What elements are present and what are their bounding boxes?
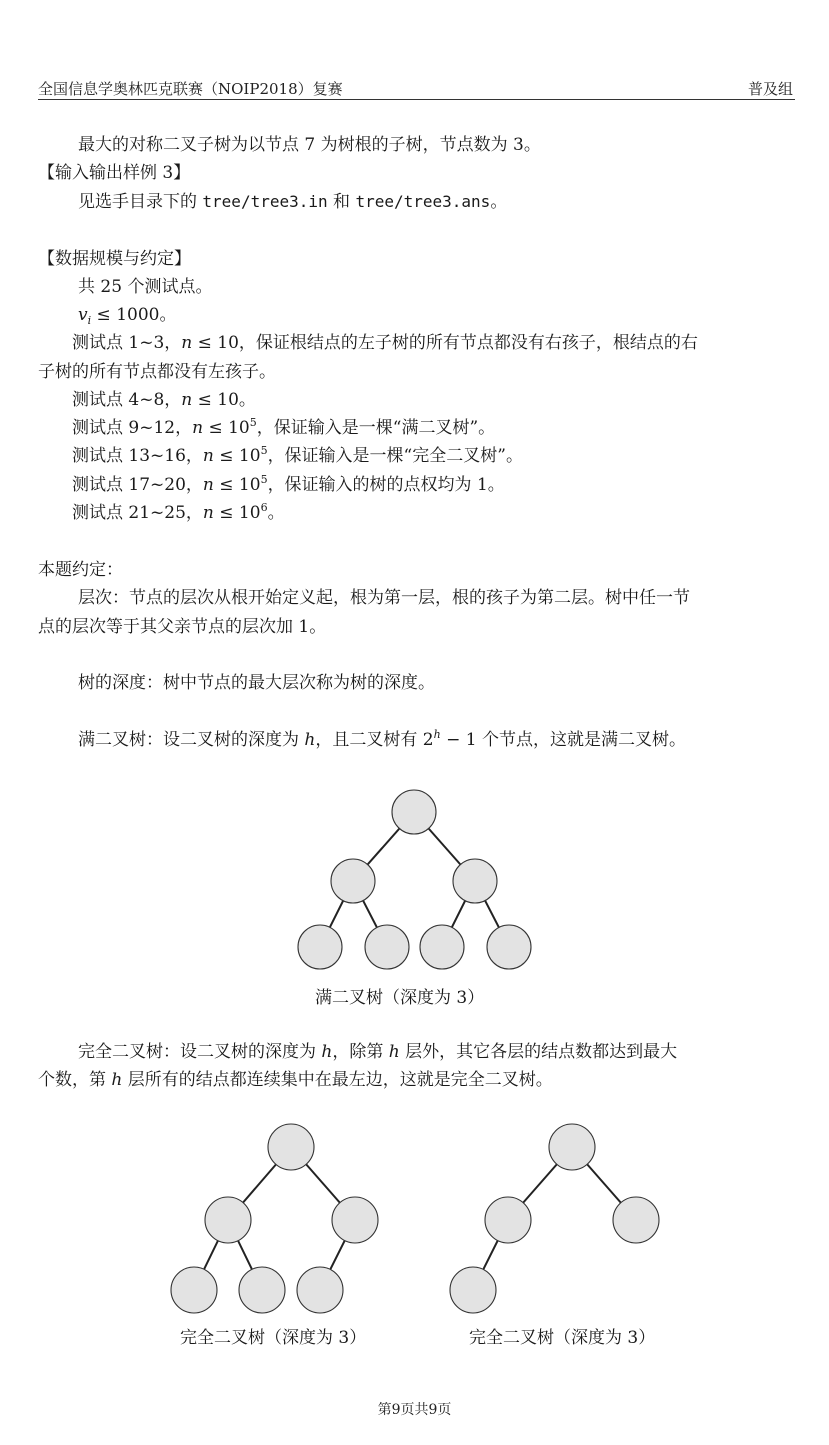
complete-tree-def-c: 层外，其它各层的结点数都达到最大: [399, 1042, 678, 1062]
level-definition: 层次：节点的层次从根开始定义起，根为第一层，根的孩子为第二层。树中任一节: [78, 588, 690, 608]
var-n: n: [181, 390, 193, 410]
testcase-4-8-desc: ≤ 10。: [192, 390, 256, 410]
exponent: 6: [260, 501, 268, 514]
complete-tree-definition: [78, 1041, 677, 1063]
sample3-prefix: 见选手目录下的: [78, 192, 197, 212]
testcase-9-12-bound: ≤ 10: [203, 418, 250, 438]
sample3-and: 和: [333, 192, 351, 212]
page-number: 第9页共9页: [377, 1402, 452, 1418]
testcase-count: 共 25 个测试点。: [78, 277, 213, 297]
testcase-13-16-desc: ，保证输入是一棵“完全二叉树”。: [267, 446, 523, 466]
complete-tree-def-e: 层所有的结点都连续集中在最左边，这就是完全二叉树。: [122, 1070, 553, 1090]
conventions-heading: 本题约定：: [38, 560, 123, 580]
value-bound: ≤ 1000。: [91, 305, 177, 325]
level-definition-cont: 点的层次等于其父亲节点的层次加 1。: [38, 617, 327, 637]
tree-node: [205, 1197, 251, 1243]
var-h: h: [388, 1042, 400, 1062]
complete-tree-definition-cont: [38, 1069, 553, 1091]
full-tree-def-b: ，且二叉树有 2: [315, 730, 434, 750]
var-i: i: [87, 314, 92, 327]
exponent-h: h: [433, 728, 441, 741]
complete-tree-def-b: ，除第: [332, 1042, 389, 1062]
testcase-4-8-range: 测试点 4~8，: [72, 390, 182, 410]
testcase-1-3-cont: 子树的所有节点都没有左孩子。: [38, 362, 276, 382]
var-h: h: [111, 1070, 123, 1090]
testcase-21-25-bound: ≤ 10: [213, 503, 261, 523]
tree-node: [171, 1267, 217, 1313]
tree-node: [332, 1197, 378, 1243]
testcase-1-3-desc: ≤ 10，保证根结点的左子树的所有节点都没有右孩子，根结点的右: [192, 333, 698, 353]
testcase-21-25-range: 测试点 21~25，: [72, 503, 203, 523]
testcase-13-16-bound: ≤ 10: [213, 446, 261, 466]
tree-node: [485, 1197, 531, 1243]
sample3-answer-file: tree/tree3.ans: [355, 192, 491, 211]
exponent: 5: [249, 416, 257, 429]
tree-node: [420, 925, 464, 969]
sample3-input-file: tree/tree3.in: [202, 192, 328, 211]
tree-node: [392, 790, 436, 834]
testcase-13-16-range: 测试点 13~16，: [72, 446, 203, 466]
tree-node: [549, 1124, 595, 1170]
var-n: n: [181, 333, 193, 353]
full-tree-caption: 满二叉树（深度为 3）: [315, 988, 485, 1008]
testcase-17-20-bound: ≤ 10: [213, 475, 261, 495]
tree-node: [613, 1197, 659, 1243]
tree-node: [298, 925, 342, 969]
full-tree-def-c: − 1 个节点，这就是满二叉树。: [440, 730, 686, 750]
header-title: 全国信息学奥林匹克联赛（NOIP2018）复赛: [38, 80, 343, 98]
var-h: h: [321, 1042, 333, 1062]
tree-node: [331, 859, 375, 903]
tree-node: [239, 1267, 285, 1313]
tree-node: [450, 1267, 496, 1313]
testcase-9-12-desc: ，保证输入是一棵“满二叉树”。: [256, 418, 496, 438]
sample2-explanation: 最大的对称二叉子树为以节点 7 为树根的子树，节点数为 3。: [78, 135, 541, 155]
sample3-heading: 【输入输出样例 3】: [38, 163, 191, 183]
var-n: n: [192, 418, 204, 438]
var-n: n: [202, 446, 214, 466]
var-h: h: [304, 730, 316, 750]
exponent: 5: [260, 473, 268, 486]
testcase-21-25-desc: 。: [267, 503, 285, 523]
testcase-1-3-range: 测试点 1~3，: [72, 333, 182, 353]
testcase-17-20-range: 测试点 17~20，: [72, 475, 203, 495]
var-v: v: [78, 305, 88, 325]
tree-node: [268, 1124, 314, 1170]
complete-tree-def-a: 完全二叉树：设二叉树的深度为: [78, 1042, 322, 1062]
complete-tree-caption-1: 完全二叉树（深度为 3）: [180, 1328, 367, 1348]
complete-tree-caption-2: 完全二叉树（深度为 3）: [469, 1328, 656, 1348]
var-n: n: [202, 503, 214, 523]
complete-tree-def-d: 个数，第: [38, 1070, 112, 1090]
var-n: n: [202, 475, 214, 495]
full-tree-def-a: 满二叉树：设二叉树的深度为: [78, 730, 305, 750]
testcase-17-20-desc: ，保证输入的树的点权均为 1。: [267, 475, 505, 495]
tree-node: [453, 859, 497, 903]
testcase-9-12-range: 测试点 9~12，: [72, 418, 193, 438]
depth-definition: 树的深度：树中节点的最大层次称为树的深度。: [78, 673, 435, 693]
tree-node: [365, 925, 409, 969]
tree-node: [297, 1267, 343, 1313]
header-group: 普及组: [747, 80, 793, 98]
sample3-end: 。: [490, 192, 508, 212]
exponent: 5: [260, 444, 268, 457]
constraints-heading: 【数据规模与约定】: [38, 249, 191, 269]
tree-node: [487, 925, 531, 969]
